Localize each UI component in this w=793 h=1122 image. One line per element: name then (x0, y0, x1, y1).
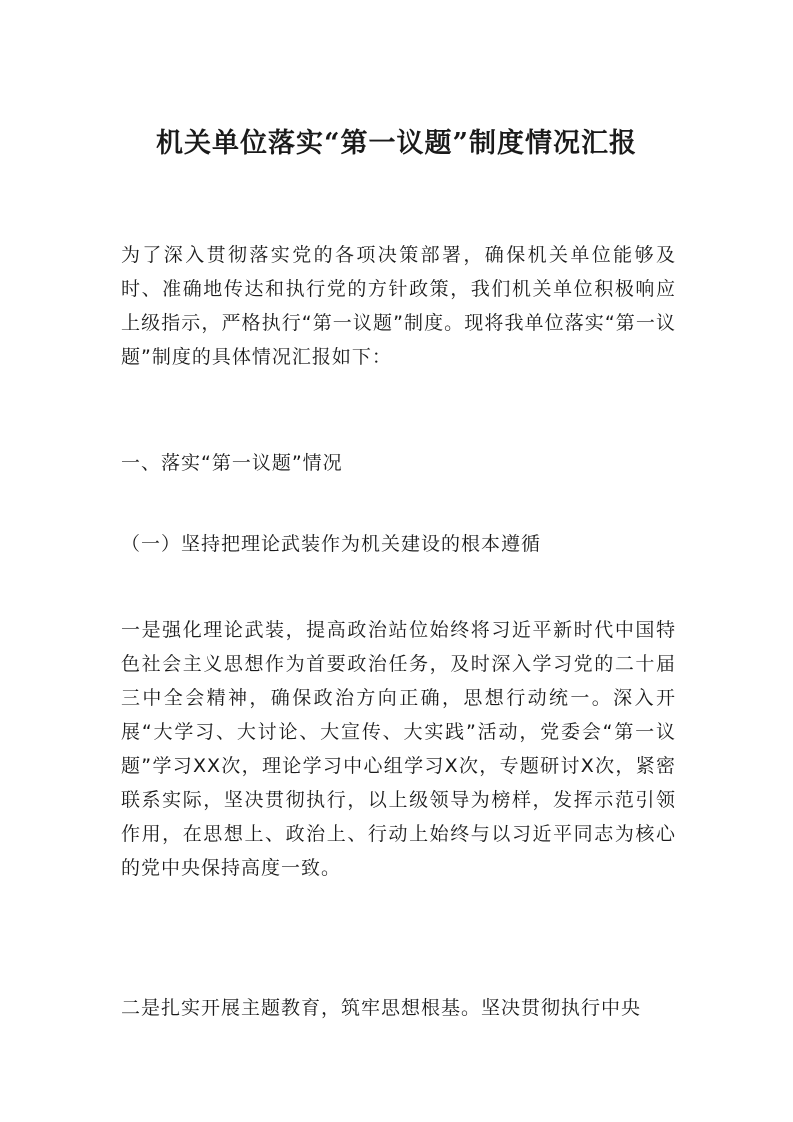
section-heading-1: 一、落实“第一议题”情况 (121, 452, 343, 474)
intro-paragraph: 为了深入贯彻落实党的各项决策部署，确保机关单位能够及时、准确地传达和执行党的方针政策，我们机关单位积极响应上级指示，严格执行“第一议题”制度。现将我单位落实“第一议题”制度的具体情况汇报如下： (121, 244, 676, 368)
body-paragraph-2: 二是扎实开展主题教育，筑牢思想根基。坚决贯彻执行中央 (121, 997, 642, 1019)
body-paragraph-1: 一是强化理论武装，提高政治站位始终将习近平新时代中国特色社会主义思想作为首要政治任务，及时深入学习党的二十届三中全会精神，确保政治方向正确，思想行动统一。深入开展“大学习、大讨论、大宣传、大实践”活动，党委会“第一议题”学习XX次，理论学习中心组学习X次，专题研讨X次，紧密联系实际，坚决贯彻执行，以上级领导为榜样，发挥示范引领作用，在思想上、政治上、行动上始终与以习近平同志为核心的党中央保持高度一致。 (121, 619, 676, 879)
document-title: 机关单位落实“第一议题”制度情况汇报 (155, 128, 638, 159)
subsection-heading-1: （一）坚持把理论武装作为机关建设的根本遵循 (121, 533, 542, 555)
